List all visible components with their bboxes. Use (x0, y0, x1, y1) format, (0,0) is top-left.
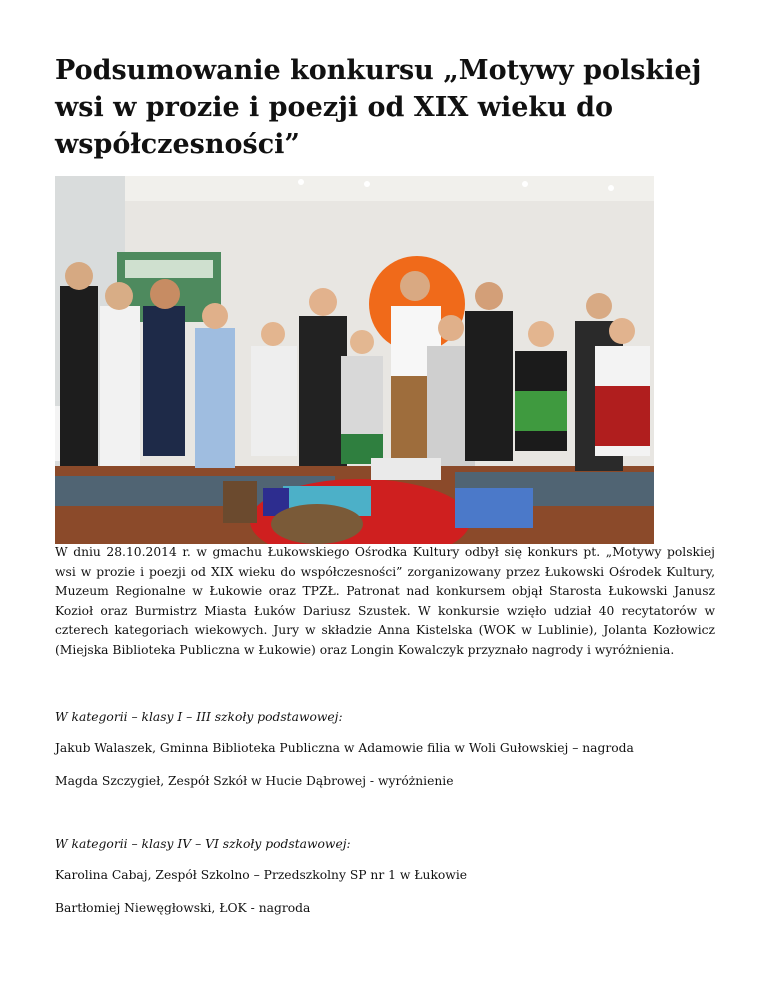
list-item: Karolina Cabaj, Zespół Szkolno – Przedszkolny SP nr 1 w Łukowie (55, 868, 468, 882)
group-photo (55, 176, 654, 544)
article-title: Podsumowanie konkursu „Motywy polskiej wsi w prozie i poezji od XIX wieku do współczesności” (55, 55, 702, 160)
category-heading: W kategorii – klasy IV – VI szkoły podstawowej: (55, 837, 351, 851)
article-body: W dniu 28.10.2014 r. w gmachu Łukowskiego Ośrodka Kultury odbył się konkurs pt. „Motywy polskiej wsi w prozie i poezji od XIX wieku do współczesności” zorganizowany przez Łukowski Ośrodek Kultury, Muzeum Regionalne w Łukowie oraz TPZŁ. Patronat nad konkursem objął Starosta Łukowski Janusz Kozioł oraz Burmistrz Miasta Łuków Dariusz Szustek. W konkursie wzięło udział 40 recytatorów w czterech kategoriach wiekowych. Jury w składzie Anna Kistelska (WOK w Lublinie), Jolanta Kozłowicz (Miejska Biblioteka Publiczna w Łukowie) oraz Longin Kowalczyk przyznało nagrody i wyróżnienia. (55, 545, 715, 657)
list-item: Jakub Walaszek, Gminna Biblioteka Publiczna w Adamowie filia w Woli Gułowskiej – nagroda (55, 741, 634, 755)
list-item: Magda Szczygieł, Zespół Szkół w Hucie Dąbrowej - wyróżnienie (55, 774, 454, 788)
category-heading: W kategorii – klasy I – III szkoły podstawowej: (55, 710, 343, 724)
list-item: Bartłomiej Niewęgłowski, ŁOK - nagroda (55, 901, 311, 915)
